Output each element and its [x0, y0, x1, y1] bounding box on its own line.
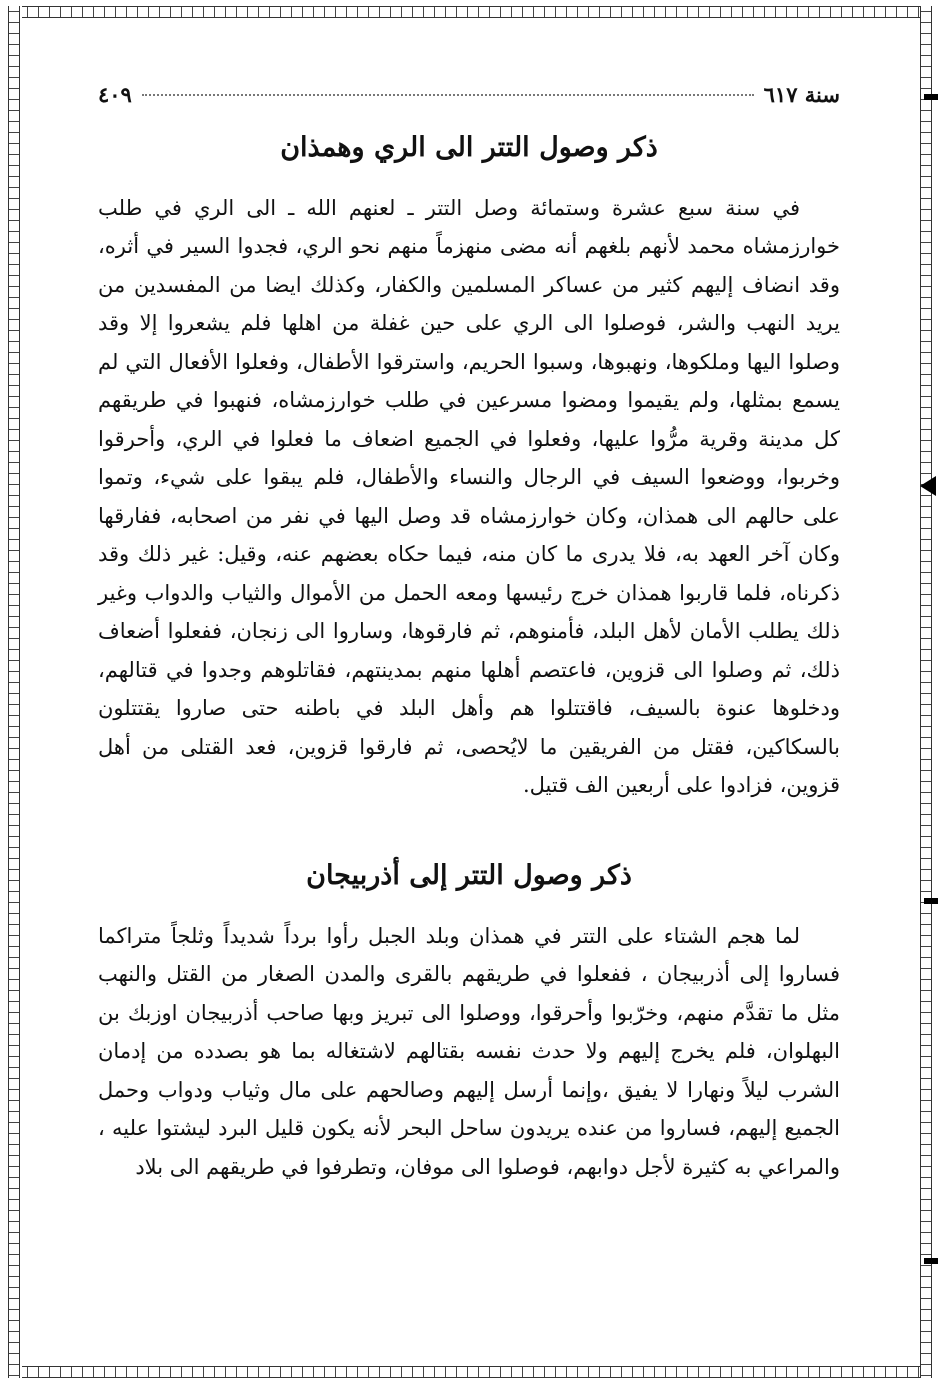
page-number: ٤٠٩ [98, 82, 132, 107]
edge-mark-icon [924, 1258, 938, 1264]
ornamental-border-bottom [22, 1366, 920, 1378]
book-page [98, 82, 840, 1186]
ornamental-border-top [22, 6, 920, 18]
section-body: لما هجم الشتاء على التتر في همذان وبلد الجبل رأوا برداً شديداً وثلجاً متراكما فساروا إلى أذربيجان ، ففعلوا في طريقهم بالقرى والمدن الصغار من القتل والنهب مثل ما تقدَّم منهم، وخرّبوا وأحرقوا، ووصلوا الى تبريز وبها صاحب أذربيجان اوزبك بن البهلوان، فلم يخرج إليهم ولا حدث نفسه بقتالهم لاشتغاله بما هو بصدده من إدمان الشرب ليلاً ونهارا لا يفيق ،وإنما أرسل إليهم وصالحهم على مال وثياب ودواب وحمل الجميع إليهم، فساروا من عنده يريدون ساحل البحر لأنه يكون قليل البرد ليشتوا عليه ، والمراعي به كثيرة لأجل دوابهم، فوصلوا الى موفان، وتطرفوا في طريقهم الى بلاد [98, 923, 840, 1179]
section-title: ذكر وصول التتر الى الري وهمذان [280, 132, 658, 163]
ornamental-border-left [8, 6, 20, 1378]
edge-arrow-icon [920, 476, 936, 496]
ornamental-border-right [920, 6, 932, 1378]
running-header [98, 82, 840, 107]
edge-mark-icon [924, 94, 938, 100]
edge-mark-icon [924, 898, 938, 904]
leader-dots [142, 94, 754, 96]
section-title: ذكر وصول التتر إلى أذربيجان [306, 859, 632, 891]
section-body: في سنة سبع عشرة وستمائة وصل التتر ـ لعنهم الله ـ الى الري في طلب خوارزمشاه محمد لأنهم بلغهم أنه مضى منهزماً منهم نحو الري، فجدوا السير في أثره، وقد انضاف إليهم كثير من عساكر المسلمين والكفار، وكذلك ايضا من المفسدين من يريد النهب والشر، فوصلوا الى الري على حين غفلة من اهلها فلم يشعروا إلا وقد وصلوا اليها وملكوها، ونهبوها، وسبوا الحريم، واسترقوا الأطفال، وفعلوا الأفعال التي لم يسمع بمثلها، ولم يقيموا ومضوا مسرعين في طلب خوارزمشاه، فنهبوا في طريقهم كل مدينة وقرية مرُّوا عليها، وفعلوا في الجميع اضعاف ما فعلوا في الري، وأحرقوا وخربوا، ووضعوا السيف في الرجال والنساء والأطفال، فلم يبقوا على شيء، وتموا على حالهم الى همذان، وكان خوارزمشاه قد وصل اليها في نفر من اصحابه، ففارقها وكان آخر العهد به، فلا يدرى ما كان منه، فيما حكاه بعضهم عنه، وقيل: غير ذلك وقد ذكرناه، فلما قاربوا همذان خرج رئيسها ومعه الحمل من الأموال والثياب والدواب وغير ذلك يطلب الأمان لأهل البلد، فأمنوهم، ثم فارقوها، وساروا الى زنجان، ففعلوا أضعاف ذلك، ثم وصلوا الى قزوين، فاعتصم أهلها منهم بمدينتهم، فقاتلوهم وجدوا في قتالهم، ودخلوها عنوة بالسيف، فاقتتلوا هم وأهل البلد في باطنه حتى صاروا يقتتلون بالسكاكين، فقتل من الفريقين ما لايُحصى، ثم فارقوا قزوين، فعد القتلى من أهل قزوين، فزادوا على أربعين الف قتيل. [98, 195, 840, 798]
year-label: سنة ٦١٧ [763, 82, 840, 107]
section-gap [98, 805, 840, 857]
